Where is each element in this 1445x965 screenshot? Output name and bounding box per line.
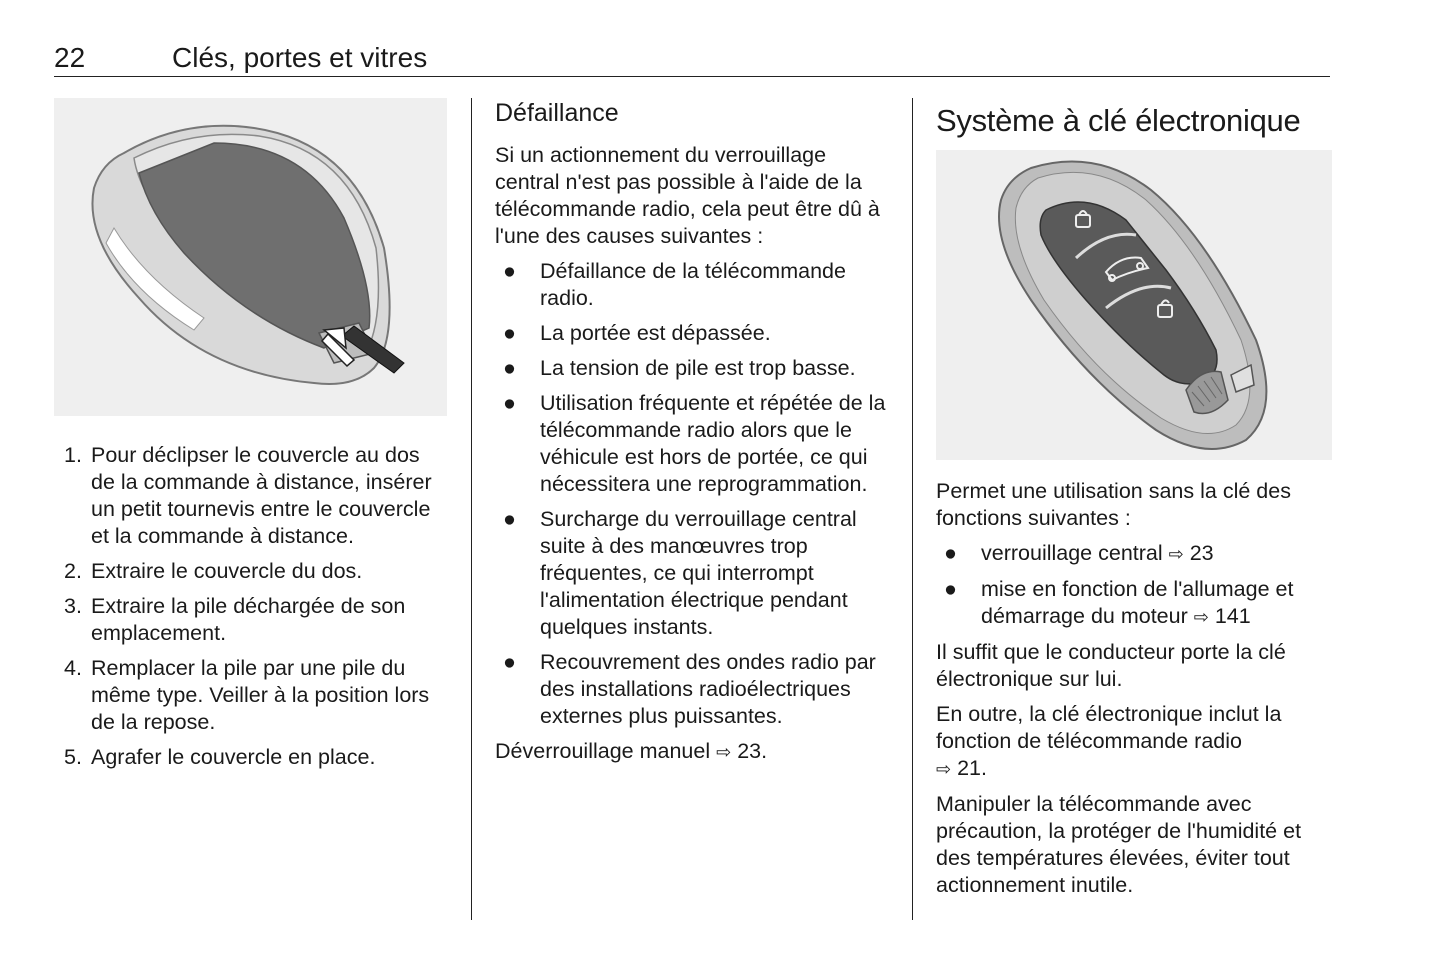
list-item bbox=[495, 649, 895, 730]
page-number: 22 bbox=[54, 42, 86, 73]
middle-column bbox=[495, 98, 895, 774]
step-number: 4. bbox=[64, 656, 82, 680]
step-item bbox=[54, 442, 447, 550]
cause-text: La tension de pile est trop basse. bbox=[540, 356, 856, 380]
bullet-icon: ● bbox=[503, 650, 516, 674]
remote-function-text: En outre, la clé électronique inclut la fonction de télécommande radio bbox=[936, 702, 1282, 753]
step-number: 1. bbox=[64, 443, 82, 467]
driver-carry-paragraph: Il suffit que le conducteur porte la clé électronique sur lui. bbox=[936, 640, 1286, 691]
electronic-key-intro: Permet une utilisation sans la clé des fonctions suivantes : bbox=[936, 479, 1291, 530]
manual-unlock-page: 23. bbox=[737, 739, 768, 763]
page-reference-icon: ⇨ bbox=[936, 759, 952, 779]
bullet-icon: ● bbox=[944, 577, 957, 601]
cause-text: Recouvrement des ondes radio par des installations radioélectriques externes plus puissantes. bbox=[540, 650, 876, 728]
electronic-key-functions-list bbox=[936, 540, 1336, 631]
step-number: 3. bbox=[64, 594, 82, 618]
remote-function-page-ref: 21. bbox=[957, 756, 987, 780]
cause-text: Défaillance de la télécommande radio. bbox=[540, 259, 846, 310]
function-page-ref: 23 bbox=[1189, 541, 1214, 565]
function-page-ref: 141 bbox=[1214, 604, 1251, 628]
list-item bbox=[936, 576, 1336, 631]
step-item bbox=[54, 655, 447, 736]
care-paragraph: Manipuler la télécommande avec précaution, la protéger de l'humidité et des températures élevées, éviter tout actionnement inutile. bbox=[936, 792, 1302, 897]
section-heading-electronic-key: Système à clé électronique bbox=[936, 103, 1301, 138]
page-reference-icon: ⇨ bbox=[1193, 607, 1209, 627]
function-text: verrouillage central bbox=[981, 541, 1163, 565]
step-item bbox=[54, 558, 447, 585]
page-reference-icon: ⇨ bbox=[1168, 544, 1184, 564]
bullet-icon: ● bbox=[503, 391, 516, 415]
list-item bbox=[495, 390, 895, 498]
step-text: Remplacer la pile par une pile du même type. Veiller à la position lors de la repose. bbox=[91, 656, 430, 734]
step-text: Pour déclipser le couvercle au dos de la commande à distance, insérer un petit tournevis entre le couvercle et la commande à distance. bbox=[91, 443, 432, 548]
step-text: Extraire le couvercle du dos. bbox=[91, 559, 363, 583]
electronic-key-illustration bbox=[936, 150, 1332, 460]
chapter-title: Clés, portes et vitres bbox=[172, 42, 428, 73]
list-item bbox=[936, 540, 1336, 568]
bullet-icon: ● bbox=[503, 507, 516, 531]
bullet-icon: ● bbox=[503, 356, 516, 380]
column-divider-right bbox=[912, 98, 913, 920]
battery-replacement-steps bbox=[54, 442, 447, 771]
step-text: Agrafer le couvercle en place. bbox=[91, 745, 376, 769]
step-item bbox=[54, 593, 447, 647]
step-number: 5. bbox=[64, 745, 82, 769]
cause-text: Utilisation fréquente et répétée de la télécommande radio alors que le véhicule est hors de portée, ce qui nécessitera une reprogrammation. bbox=[540, 391, 886, 496]
step-number: 2. bbox=[64, 559, 82, 583]
list-item bbox=[495, 355, 895, 382]
section-heading-failure: Défaillance bbox=[495, 99, 619, 127]
remote-function-paragraph bbox=[936, 701, 1336, 783]
remote-back-cover-drawing bbox=[54, 98, 447, 416]
list-item bbox=[495, 506, 895, 641]
manual-unlock-text: Déverrouillage manuel bbox=[495, 739, 711, 763]
list-item bbox=[495, 258, 895, 312]
right-column bbox=[936, 98, 1336, 907]
cause-text: Surcharge du verrouillage central suite à des manœuvres trop fréquentes, ce qui interrompt l'alimentation électrique pendant quelques instants. bbox=[540, 507, 857, 639]
left-column bbox=[54, 98, 447, 779]
cause-text: La portée est dépassée. bbox=[540, 321, 771, 345]
key-back-cover-illustration bbox=[54, 98, 447, 416]
manual-unlock-reference bbox=[495, 738, 895, 766]
failure-intro: Si un actionnement du verrouillage central n'est pas possible à l'aide de la télécommande radio, cela peut être dû à l'une des causes suivantes : bbox=[495, 143, 880, 248]
step-item bbox=[54, 744, 447, 771]
column-divider-left bbox=[471, 98, 472, 920]
page-header bbox=[54, 40, 1330, 77]
list-item bbox=[495, 320, 895, 347]
failure-causes-list bbox=[495, 258, 895, 730]
page-reference-icon: ⇨ bbox=[716, 742, 732, 762]
bullet-icon: ● bbox=[944, 541, 957, 565]
electronic-key-drawing bbox=[936, 150, 1332, 460]
step-text: Extraire la pile déchargée de son emplacement. bbox=[91, 594, 406, 645]
bullet-icon: ● bbox=[503, 259, 516, 283]
function-text: mise en fonction de l'allumage et démarrage du moteur bbox=[981, 577, 1294, 628]
bullet-icon: ● bbox=[503, 321, 516, 345]
